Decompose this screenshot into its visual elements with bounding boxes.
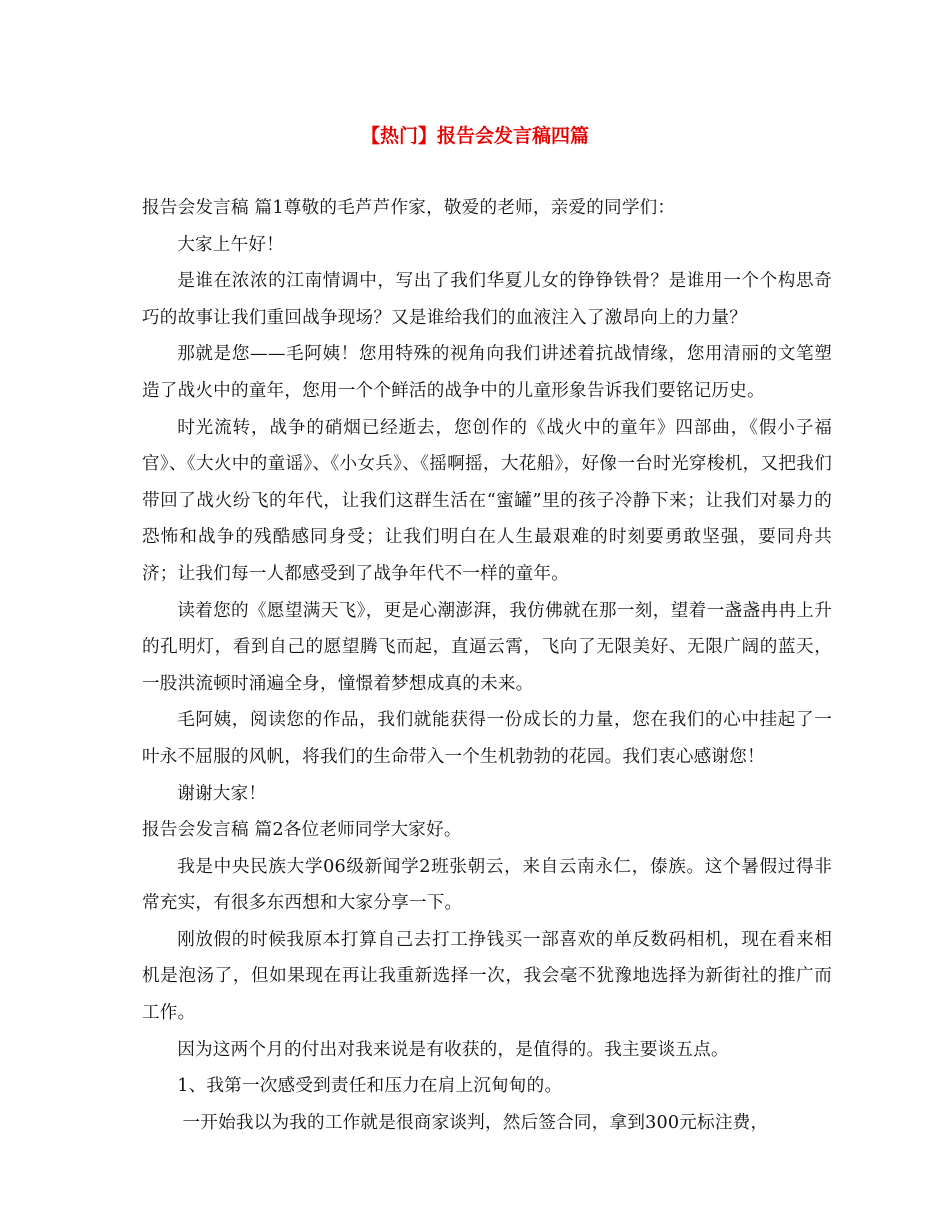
paragraph: 一开始我以为我的工作就是很商家谈判，然后签合同，拿到300元标注费， (182, 1112, 769, 1133)
paragraph: 刚放假的时候我原本打算自己去打工挣钱买一部喜欢的单反数码相机，现在看来相机是泡汤了，但如果现在再让我重新选择一次，我会毫不犹豫地选择为新街社的推广而工作。 (142, 929, 832, 1024)
paragraph: 大家上午好！ (177, 234, 284, 255)
paragraph: 毛阿姨，阅读您的作品，我们就能获得一份成长的力量，您在我们的心中挂起了一叶永不屈服的风帆，将我们的生命带入一个生机勃勃的花园。我们衷心感谢您！ (142, 710, 832, 767)
paragraph: 1、我第一次感受到责任和压力在肩上沉甸甸的。 (177, 1076, 563, 1097)
paragraph-speech-2-header: 报告会发言稿 篇2各位老师同学大家好。 (142, 820, 462, 841)
paragraph: 我是中央民族大学06级新闻学2班张朝云，来自云南永仁，傣族。这个暑假过得非常充实，有很多东西想和大家分享一下。 (142, 856, 832, 914)
paragraph-speech-1-header: 报告会发言稿 篇1尊敬的毛芦芦作家，敬爱的老师，亲爱的同学们： (142, 198, 676, 218)
paragraph: 时光流转，战争的硝烟已经逝去，您创作的《战火中的童年》四部曲，《假小子福官》、《大火中的童谣》、《小女兵》、《摇啊摇，大花船》，好像一台时光穿梭机，又把我们带回了战火纷飞的年代，让我们这群生活在“蜜罐”里的孩子冷静下来；让我们对暴力的恐怖和战争的残酷感同身受；让我们明白在人生最艰难的时刻要勇敢坚强，要同舟共济；让我们每一人都感受到了战争年代不一样的童年。 (142, 417, 832, 584)
paragraph: 读着您的《愿望满天飞》，更是心潮澎湃，我仿佛就在那一刻，望着一盏盏冉冉上升的孔明灯，看到自己的愿望腾飞而起，直逼云霄，飞向了无限美好、无限广阔的蓝天，一股洪流顿时涌遍全身，憧憬着梦想成真的未来。 (142, 600, 832, 694)
document-title: 【热门】报告会发言稿四篇 (360, 125, 589, 147)
document-body (142, 190, 832, 1141)
paragraph: 因为这两个月的付出对我来说是有收获的，是值得的。我主要谈五点。 (177, 1039, 729, 1060)
paragraph: 是谁在浓浓的江南情调中，写出了我们华夏儿女的铮铮铁骨？是谁用一个个构思奇巧的故事让我们重回战争现场？又是谁给我们的血液注入了激昂向上的力量？ (142, 271, 832, 328)
paragraph: 谢谢大家！ (177, 783, 267, 804)
paragraph: 那就是您——毛阿姨！您用特殊的视角向我们讲述着抗战情缘，您用清丽的文笔塑造了战火中的童年，您用一个个鲜活的战争中的儿童形象告诉我们要铭记历史。 (142, 344, 832, 401)
